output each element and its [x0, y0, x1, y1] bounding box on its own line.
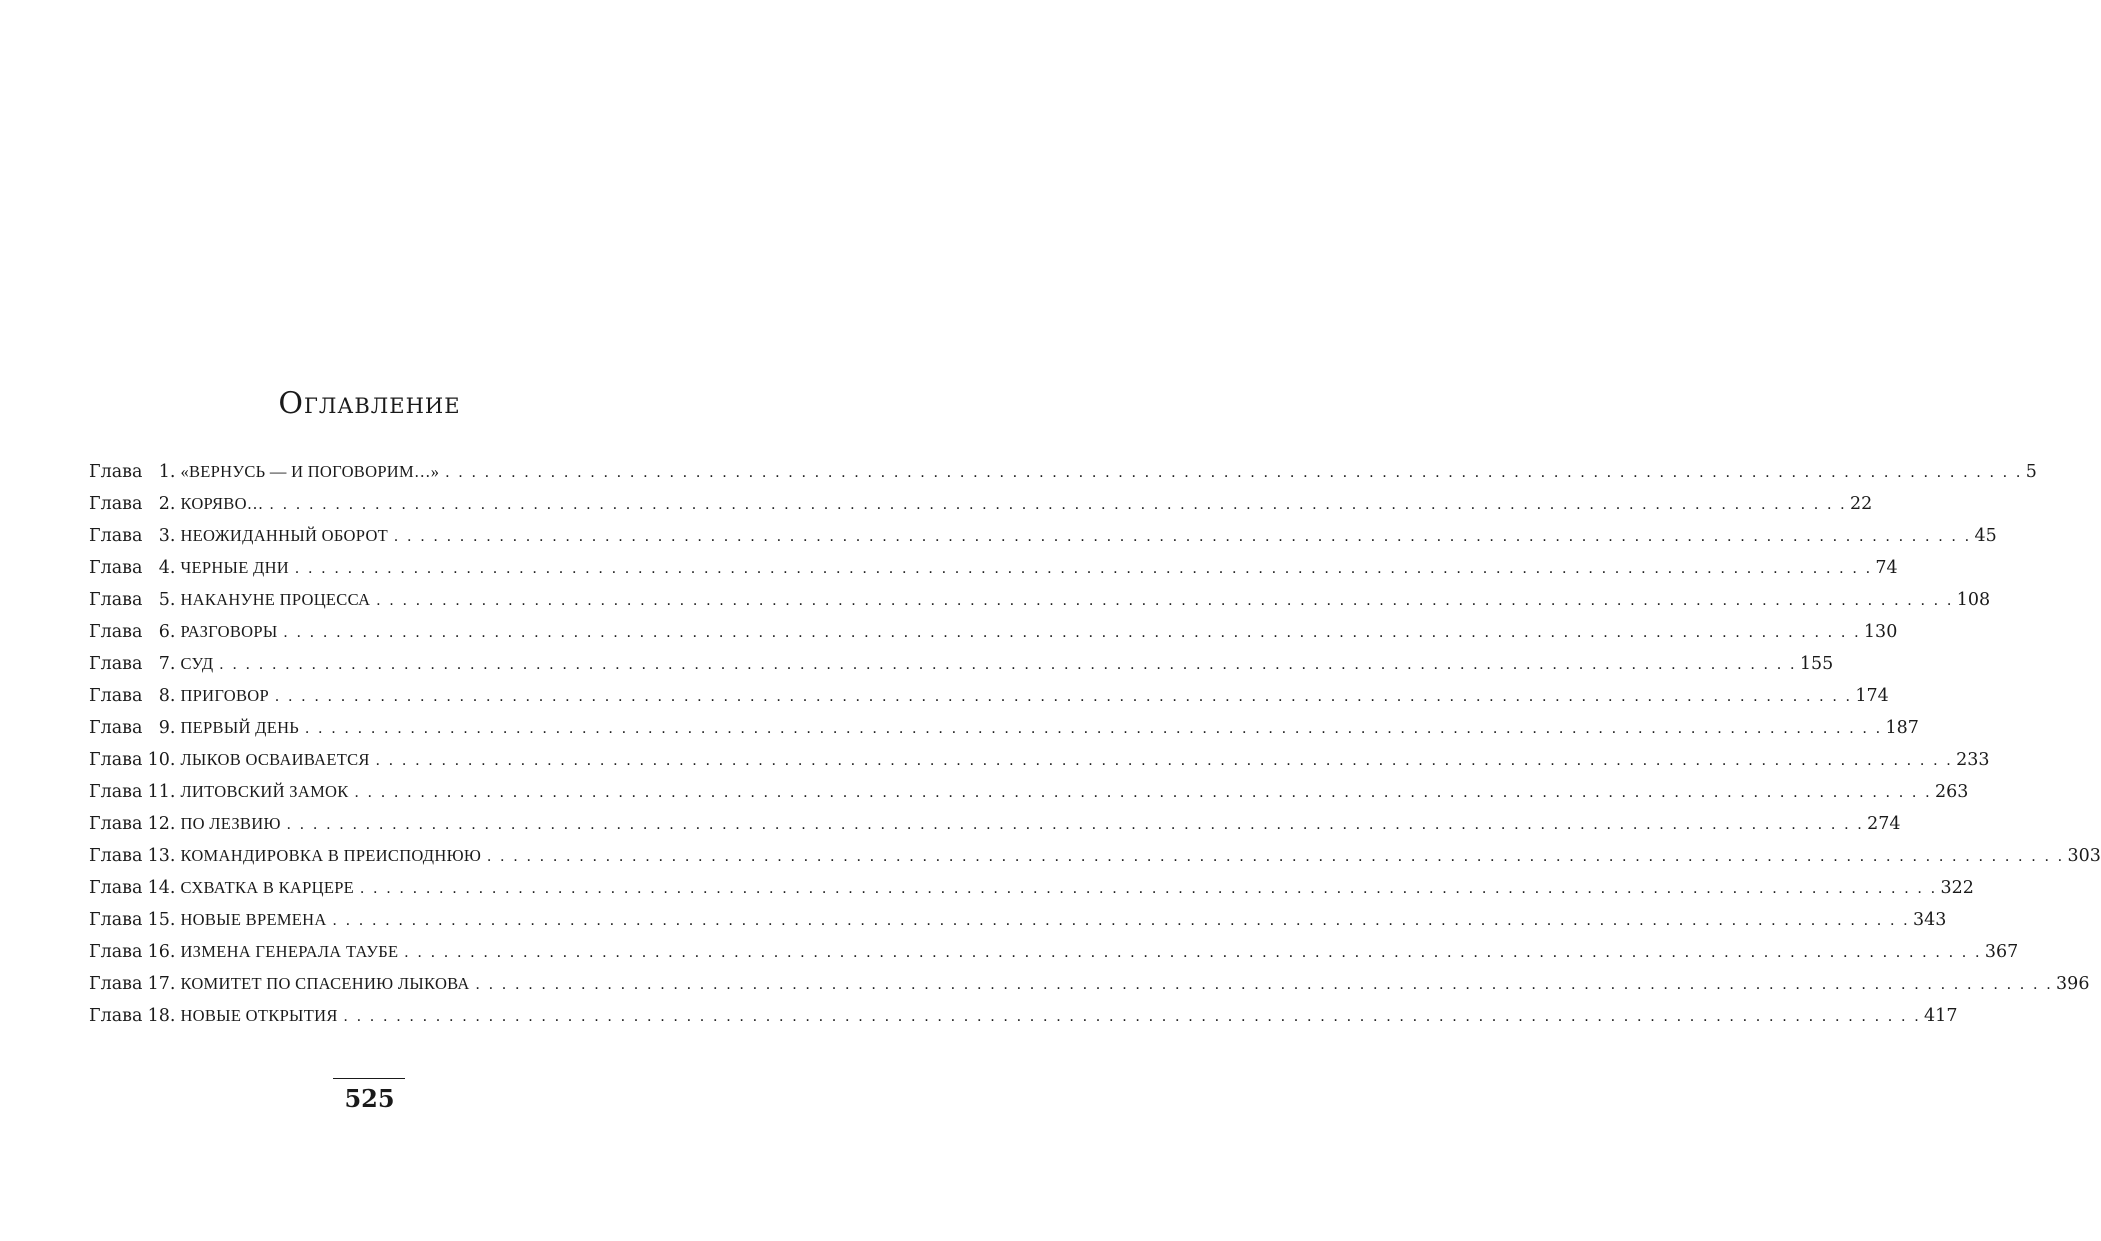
chapter-word: Глава: [89, 878, 143, 898]
toc-title: Оглавление: [278, 386, 461, 421]
chapter-page: 22: [1850, 494, 1873, 514]
chapter-number: 9.: [158, 718, 176, 738]
chapter-title: ЛЫКОВ ОСВАИВАЕТСЯ: [180, 750, 370, 769]
chapter-number: 3.: [158, 526, 176, 546]
chapter-word: Глава: [89, 558, 143, 578]
chapter-page: 130: [1863, 622, 1898, 642]
chapter-page: 187: [1885, 718, 1919, 738]
chapter-number: 15.: [147, 910, 176, 930]
toc-entry: [89, 680, 1889, 712]
toc-entry: [89, 520, 1997, 552]
dot-leader: . . . . . . . . . . . . . . . . . . . . . . . . . . . . . . . . . . . . . . . . . . . . . . . . . . . . . . . . . . . . . . . . . . . . . . . . . . . . . . . . . . . . . . . . . . . . . . . . . . . . . . . . . . . . . . . . . . . . . . . .: [283, 624, 1861, 641]
chapter-number: 13.: [147, 846, 176, 866]
chapter-word: Глава: [89, 718, 143, 738]
chapter-title: ПО ЛЕЗВИЮ: [180, 814, 281, 833]
chapter-number: 1.: [158, 462, 176, 482]
dot-leader: . . . . . . . . . . . . . . . . . . . . . . . . . . . . . . . . . . . . . . . . . . . . . . . . . . . . . . . . . . . . . . . . . . . . . . . . . . . . . . . . . . . . . . . . . . . . . . . . . . . . . . . . . . . . . . . . . . . . . . . .: [394, 528, 1972, 545]
chapter-page: 367: [1984, 942, 2019, 962]
chapter-number: 10.: [147, 750, 176, 770]
toc-entry: [89, 776, 1969, 808]
chapter-number: 6.: [158, 622, 176, 642]
toc-entry: [89, 1000, 1958, 1032]
chapter-page: 322: [1940, 878, 1974, 898]
chapter-word: Глава: [89, 942, 143, 962]
dot-leader: . . . . . . . . . . . . . . . . . . . . . . . . . . . . . . . . . . . . . . . . . . . . . . . . . . . . . . . . . . . . . . . . . . . . . . . . . . . . . . . . . . . . . . . . . . . . . . . . . . . . . . . . . . . . . . . . . . . . . . . .: [295, 560, 1873, 577]
chapter-number: 8.: [158, 686, 176, 706]
chapter-number: 16.: [147, 942, 176, 962]
chapter-number: 7.: [158, 654, 176, 674]
footer-rule: [333, 1078, 405, 1079]
chapter-number: 12.: [147, 814, 176, 834]
chapter-title: КОРЯВО…: [180, 494, 264, 513]
chapter-word: Глава: [89, 1006, 143, 1026]
chapter-title: ИЗМЕНА ГЕНЕРАЛА ТАУБЕ: [180, 942, 399, 961]
chapter-title: ЧЕРНЫЕ ДНИ: [180, 558, 290, 577]
dot-leader: . . . . . . . . . . . . . . . . . . . . . . . . . . . . . . . . . . . . . . . . . . . . . . . . . . . . . . . . . . . . . . . . . . . . . . . . . . . . . . . . . . . . . . . . . . . . . . . . . . . . . . . . . . . . . . . . . . . . . . . .: [343, 1008, 1922, 1025]
toc-entry: [89, 968, 2090, 1000]
chapter-number: 5.: [158, 590, 176, 610]
chapter-title: «ВЕРНУСЬ — И ПОГОВОРИМ…»: [180, 462, 440, 481]
chapter-page: 343: [1913, 910, 1947, 930]
chapter-title: ЛИТОВСКИЙ ЗАМОК: [180, 782, 349, 801]
chapter-page: 174: [1855, 686, 1889, 706]
dot-leader: . . . . . . . . . . . . . . . . . . . . . . . . . . . . . . . . . . . . . . . . . . . . . . . . . . . . . . . . . . . . . . . . . . . . . . . . . . . . . . . . . . . . . . . . . . . . . . . . . . . . . . . . . . . . . . . . . . . . . . . .: [487, 848, 2065, 865]
toc-entry: [89, 936, 2019, 968]
dot-leader: . . . . . . . . . . . . . . . . . . . . . . . . . . . . . . . . . . . . . . . . . . . . . . . . . . . . . . . . . . . . . . . . . . . . . . . . . . . . . . . . . . . . . . . . . . . . . . . . . . . . . . . . . . . . . . . . . . . . . . . .: [332, 912, 1911, 929]
chapter-title: СХВАТКА В КАРЦЕРЕ: [180, 878, 355, 897]
chapter-title: НОВЫЕ ВРЕМЕНА: [180, 910, 327, 929]
dot-leader: . . . . . . . . . . . . . . . . . . . . . . . . . . . . . . . . . . . . . . . . . . . . . . . . . . . . . . . . . . . . . . . . . . . . . . . . . . . . . . . . . . . . . . . . . . . . . . . . . . . . . . . . . . . . . . . . . . . . . . . .: [269, 496, 1848, 513]
dot-leader: . . . . . . . . . . . . . . . . . . . . . . . . . . . . . . . . . . . . . . . . . . . . . . . . . . . . . . . . . . . . . . . . . . . . . . . . . . . . . . . . . . . . . . . . . . . . . . . . . . . . . . . . . . . . . . . . . . . . . . . .: [354, 784, 1932, 801]
toc-entry: [89, 456, 2037, 488]
chapter-word: Глава: [89, 526, 143, 546]
chapter-number: 17.: [147, 974, 176, 994]
toc-entry: [89, 616, 1898, 648]
chapter-word: Глава: [89, 686, 143, 706]
dot-leader: . . . . . . . . . . . . . . . . . . . . . . . . . . . . . . . . . . . . . . . . . . . . . . . . . . . . . . . . . . . . . . . . . . . . . . . . . . . . . . . . . . . . . . . . . . . . . . . . . . . . . . . . . . . . . . . . . . . . . . . .: [475, 976, 2054, 993]
chapter-page: 396: [2056, 974, 2090, 994]
chapter-word: Глава: [89, 654, 143, 674]
chapter-title: НАКАНУНЕ ПРОЦЕССА: [180, 590, 371, 609]
chapter-word: Глава: [89, 974, 143, 994]
chapter-title: НОВЫЕ ОТКРЫТИЯ: [180, 1006, 338, 1025]
chapter-number: 18.: [147, 1006, 176, 1026]
dot-leader: . . . . . . . . . . . . . . . . . . . . . . . . . . . . . . . . . . . . . . . . . . . . . . . . . . . . . . . . . . . . . . . . . . . . . . . . . . . . . . . . . . . . . . . . . . . . . . . . . . . . . . . . . . . . . . . . . . . . . . . .: [360, 880, 1938, 897]
chapter-word: Глава: [89, 846, 143, 866]
toc-entry: [89, 808, 1901, 840]
chapter-title: НЕОЖИДАННЫЙ ОБОРОТ: [180, 526, 389, 545]
chapter-page: 45: [1974, 526, 1997, 546]
chapter-title: КОМАНДИРОВКА В ПРЕИСПОДНЮЮ: [180, 846, 482, 865]
chapter-page: 303: [2067, 846, 2101, 866]
toc-entry: [89, 744, 1990, 776]
dot-leader: . . . . . . . . . . . . . . . . . . . . . . . . . . . . . . . . . . . . . . . . . . . . . . . . . . . . . . . . . . . . . . . . . . . . . . . . . . . . . . . . . . . . . . . . . . . . . . . . . . . . . . . . . . . . . . . . . . . . . . . .: [404, 944, 1982, 961]
toc-entry: [89, 872, 1974, 904]
chapter-page: 155: [1799, 654, 1834, 674]
toc-entry: [89, 840, 2101, 872]
chapter-page: 417: [1924, 1006, 1958, 1026]
chapter-title: РАЗГОВОРЫ: [180, 622, 278, 641]
toc-entry: [89, 488, 1873, 520]
chapter-page: 74: [1875, 558, 1898, 578]
chapter-number: 2.: [158, 494, 176, 514]
chapter-word: Глава: [89, 782, 143, 802]
toc-entry: [89, 584, 1991, 616]
chapter-title: КОМИТЕТ ПО СПАСЕНИЮ ЛЫКОВА: [180, 974, 470, 993]
chapter-page: 108: [1956, 590, 1991, 610]
chapter-number: 14.: [147, 878, 176, 898]
dot-leader: . . . . . . . . . . . . . . . . . . . . . . . . . . . . . . . . . . . . . . . . . . . . . . . . . . . . . . . . . . . . . . . . . . . . . . . . . . . . . . . . . . . . . . . . . . . . . . . . . . . . . . . . . . . . . . . . . . . . . . . .: [375, 752, 1954, 769]
dot-leader: . . . . . . . . . . . . . . . . . . . . . . . . . . . . . . . . . . . . . . . . . . . . . . . . . . . . . . . . . . . . . . . . . . . . . . . . . . . . . . . . . . . . . . . . . . . . . . . . . . . . . . . . . . . . . . . . . . . . . . . .: [219, 656, 1797, 673]
chapter-title: СУД: [180, 654, 214, 673]
chapter-number: 4.: [158, 558, 176, 578]
toc-entry: [89, 648, 1834, 680]
dot-leader: . . . . . . . . . . . . . . . . . . . . . . . . . . . . . . . . . . . . . . . . . . . . . . . . . . . . . . . . . . . . . . . . . . . . . . . . . . . . . . . . . . . . . . . . . . . . . . . . . . . . . . . . . . . . . . . . . . . . . . . .: [376, 592, 1954, 609]
chapter-word: Глава: [89, 590, 143, 610]
chapter-word: Глава: [89, 910, 143, 930]
chapter-word: Глава: [89, 494, 143, 514]
dot-leader: . . . . . . . . . . . . . . . . . . . . . . . . . . . . . . . . . . . . . . . . . . . . . . . . . . . . . . . . . . . . . . . . . . . . . . . . . . . . . . . . . . . . . . . . . . . . . . . . . . . . . . . . . . . . . . . . . . . . . . . .: [305, 720, 1883, 737]
chapter-page: 263: [1934, 782, 1969, 802]
chapter-page: 5: [2025, 462, 2037, 482]
toc-entry: [89, 712, 1919, 744]
chapter-title: ПРИГОВОР: [180, 686, 269, 705]
dot-leader: . . . . . . . . . . . . . . . . . . . . . . . . . . . . . . . . . . . . . . . . . . . . . . . . . . . . . . . . . . . . . . . . . . . . . . . . . . . . . . . . . . . . . . . . . . . . . . . . . . . . . . . . . . . . . . . . . . . . . . . .: [275, 688, 1853, 705]
toc-entry: [89, 904, 1947, 936]
table-of-contents: [89, 456, 2101, 1032]
chapter-word: Глава: [89, 814, 143, 834]
dot-leader: . . . . . . . . . . . . . . . . . . . . . . . . . . . . . . . . . . . . . . . . . . . . . . . . . . . . . . . . . . . . . . . . . . . . . . . . . . . . . . . . . . . . . . . . . . . . . . . . . . . . . . . . . . . . . . . . . . . . . . . .: [286, 816, 1865, 833]
chapter-number: 11.: [147, 782, 176, 802]
chapter-page: 233: [1956, 750, 1990, 770]
dot-leader: . . . . . . . . . . . . . . . . . . . . . . . . . . . . . . . . . . . . . . . . . . . . . . . . . . . . . . . . . . . . . . . . . . . . . . . . . . . . . . . . . . . . . . . . . . . . . . . . . . . . . . . . . . . . . . . . . . . . . . . .: [445, 464, 2023, 481]
page-number: 525: [344, 1084, 395, 1113]
chapter-word: Глава: [89, 462, 143, 482]
toc-entry: [89, 552, 1898, 584]
chapter-title: ПЕРВЫЙ ДЕНЬ: [180, 718, 300, 737]
chapter-word: Глава: [89, 622, 143, 642]
chapter-word: Глава: [89, 750, 143, 770]
chapter-page: 274: [1867, 814, 1901, 834]
